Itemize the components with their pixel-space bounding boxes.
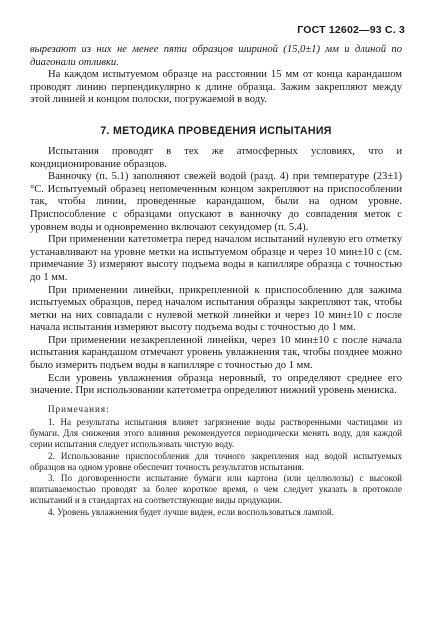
section-paragraph-1: Испытания проводят в тех же атмосферных условиях, что и кондиционирование образцов. [30, 145, 402, 170]
notes-heading: Примечания: [48, 403, 110, 414]
section-title: 7. МЕТОДИКА ПРОВЕДЕНИЯ ИСПЫТАНИЯ [100, 124, 332, 137]
page-content [30, 44, 402, 518]
intro-paragraph: На каждом испытуемом образце на расстоянии 15 мм от конца карандашом проводят линию перпендикулярно к длине образца. Зажим закрепляют между этой линией и концом полоски, погружаемой в воду. [30, 69, 402, 106]
note-item-3: 3. По договоренности испытание бумаги или картона (или целлюлозы) с высокой впитываемостью проводят за более короткое время, о чем следует указать в протоколе испытаний и в стандартах на соответствующие виды продукции. [30, 473, 402, 506]
section-paragraph-6: Если уровень увлажнения образца неровный, то определяют среднее его значение. При использовании катетометра определяют нижний уровень мениска. [30, 372, 402, 397]
page-header: ГОСТ 12602—93 С. 3 [297, 24, 405, 36]
notes-block [30, 404, 402, 518]
note-item-4: 4. Уровень увлажнения будет лучше виден, если воспользоваться лампой. [48, 506, 334, 517]
note-item-2: 2. Использование приспособления для точного закрепления над водой испытуемых образцов на одном уровне обеспечит точность результатов испытания. [30, 450, 402, 472]
note-item-1: 1. На результаты испытания влияет загрязнение воды растворенными частицами из бумаги. Для снижения этого влияния рекомендуется периодически менять воду, для каждой серии испытания следует использовать чистую воду. [30, 417, 402, 450]
section-paragraph-3: При применении катетометра перед началом испытаний нулевую его отметку устанавливают на уровне метки на испытуемом образце и через 10 мин±10 с (см. примечание 3) измеряют высоту подъема воды в капилляре образца с точностью до 1 мм. [30, 234, 402, 283]
section-paragraph-2: Ванночку (п. 5.1) заполняют свежей водой (разд. 4) при температуре (23±1)°С. Испытуемый образец непомеченным концом закрепляют на приспособлении так, чтобы линии, проведенные карандашом, были на одном уровне. Приспособление с образцами опускают в ванночку до совпадения меток с уровнем воды и одновременно включают секундомер (п. 5.4). [30, 171, 402, 233]
section-paragraph-4: При применении линейки, прикрепленной к приспособлению для зажима испытуемых образцов, перед началом испытания образцы закрепляют так, чтобы метки на них совпадали с нулевой меткой линейки и через 10 мин±10 с после начала испытания измеряют высоту подъема воды с точностью до 1 мм. [30, 284, 402, 334]
intro-italic-paragraph: вырезают из них не менее пяти образцов шириной (15,0±1) мм и длиной по диагонали отливки. [30, 44, 402, 68]
section-paragraph-5: При применении незакрепленной линейки, через 10 мин±10 с после начала испытания карандашом отмечают уровень увлажнения так, чтобы позднее можно было измерить подъем воды в капилляре с точностью до 1 мм. [30, 334, 402, 372]
